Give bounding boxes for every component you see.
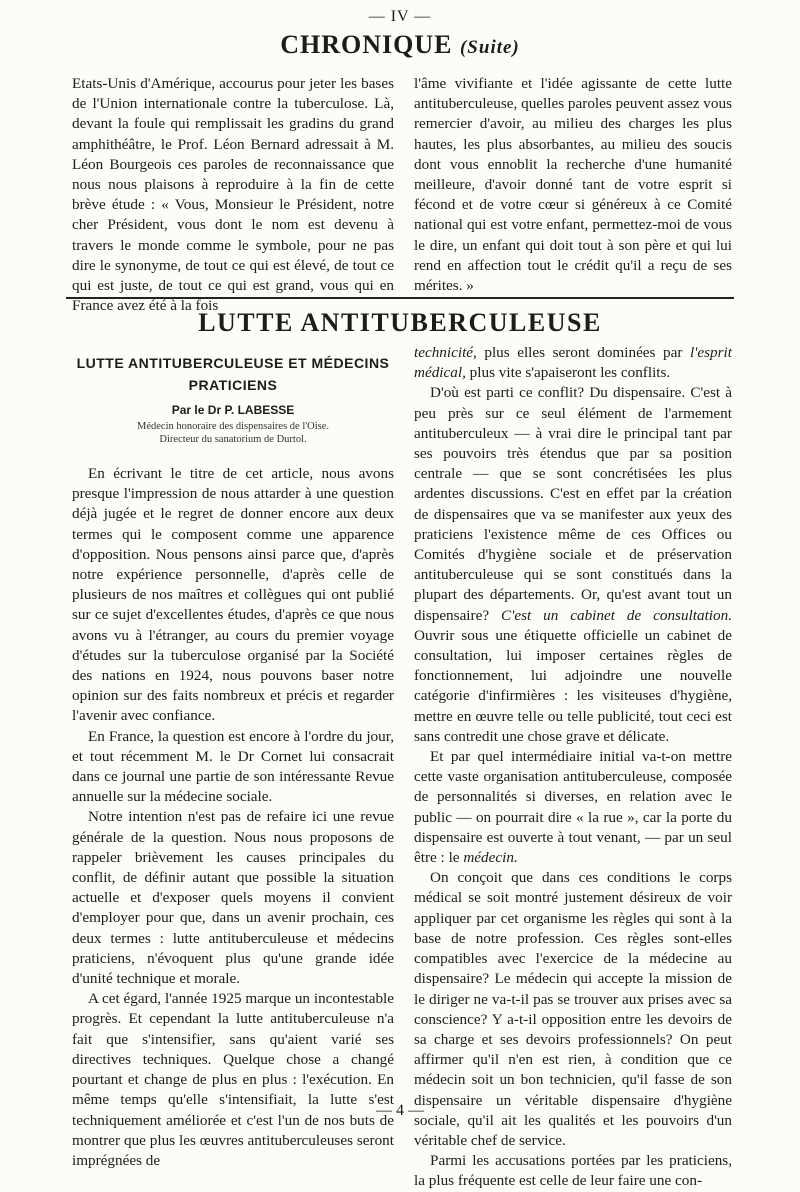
chronique-left-text: Etats-Unis d'Amérique, accourus pour jeter les bases de l'Union internationale contre la tuberculose. Là, devant la foule qui remplissait les gradins du grand amphithéâtre, le Prof. Léon Bernard adressait à M. Léon Bourgeois ces paroles de reconnaissance que nous nous plaisons à reproduire à la fin de cette brève étude : « Vous, Monsieur le Président, notre cher Président, vous dont le nom est devenu à travers le monde comme le symbole, pour ne pas dire le synonyme, de tout ce qui est élevé, de tout ce qui est juste, de tout ce qui est grand, vous qui en France avez été à la fois <box>72 75 394 315</box>
chronique-right-text: l'âme vivifiante et l'idée agissante de cette lutte antituberculeuse, quelles paroles peuvent assez vous remercier d'avoir, au milieu des charges les plus hautes, les plus absorbantes, au milieu des soucis dont vous ennoblit la recherche d'une humanité meilleure, d'avoir donné tant de votre esprit si fécond et de votre cœur si généreux à ce Comité national qui est votre enfant, permettez-moi de vous le dire, un enfant qui doit tout à son père et qui lui rend en affection tout le crédit qu'il a reçu de ses mérites. » <box>414 75 732 295</box>
italic-text: C'est un cabinet de consultation. <box>500 606 732 624</box>
article-left-column <box>72 464 394 1171</box>
article-paragraph: Notre intention n'est pas de refaire ici une revue générale de la question. Nous nous proposons de rappeler brièvement les causes principales du conflit, de définir autant que possible la situation actuelle et d'exposer quels moyens il convient d'employer pour que, dans un avenir prochain, ces deux termes : lutte antituberculeuse et médecins praticiens, n'évoquent plus qu'une grande idée d'unité technique et morale. <box>72 808 394 988</box>
paragraph-text: plus vite s'apaiseront les conflits. <box>465 364 671 382</box>
chronique-title: CHRONIQUE <box>280 30 453 59</box>
article-paragraph: En écrivant le titre de cet article, nous avons presque l'impression de nous attarder à une question déjà jugée et le regret de donner encore aux deux termes qui le composent comme une apparence d'opposition. Nous pensons ainsi parce que, d'après notre expérience personnelle, d'après celle de plusieurs de nos maîtres et collègues qui ont publié sur ce sujet d'excellentes études, d'après ce que nous avons vu à l'étranger, au cours du premier voyage d'études sur la tuberculose organisé par la Société des nations en 1924, nous pouvons baser notre opinion sur des faits nombreux et précis et regarder l'avenir avec confiance. <box>72 465 394 725</box>
page-header-roman-numeral: — IV — <box>368 8 432 25</box>
article-paragraph <box>414 383 732 747</box>
italic-text: technicité, <box>414 344 477 361</box>
affiliation-line-1: Médecin honoraire des dispensaires de l'Oise. <box>137 421 329 432</box>
article-paragraph: En France, la question est encore à l'ordre du jour, et tout récemment M. le Dr Cornet lui consacrait dans ce journal une partie de son intéressante Revue annuelle sur la médecine sociale. <box>72 727 394 806</box>
author-affiliation <box>72 420 394 446</box>
article-title: LUTTE ANTITUBERCULEUSE ET MÉDECINS PRATICIENS <box>76 355 390 393</box>
article-paragraph: A cet égard, l'année 1925 marque un incontestable progrès. Et cependant la lutte antituberculeuse n'a fait que s'intensifier, sans qu'aient varié ses directives techniques. Quelque chose a changé pourtant et change de plus en plus : l'exécution. En même temps qu'elle s'intensifiait, la lutte s'est techniquement améliorée et c'est l'un de nos buts de montrer que plus les œuvres antituberculeuses seront imprégnées de <box>72 990 394 1169</box>
chronique-heading <box>0 30 800 60</box>
affiliation-line-2: Directeur du sanatorium de Durtol. <box>159 434 307 445</box>
page-number: — 4 — <box>376 1102 424 1119</box>
article-paragraph <box>414 343 732 383</box>
chronique-left-column <box>72 74 394 316</box>
paragraph-text: Et par quel intermédiaire initial va-t-on mettre cette vaste organisation antituberculeuse, composée de personnalités si diverses, en relation avec le public — on pourrait dire « la rue », car la porte du dispensaire est ouverte à tout venant, — par un seul être : le <box>414 748 732 867</box>
article-right-column <box>414 343 732 1192</box>
section-title: LUTTE ANTITUBERCULEUSE <box>198 308 602 337</box>
italic-text: médecin. <box>463 849 518 867</box>
article-paragraph: Parmi les accusations portées par les praticiens, la plus fréquente est celle de leur faire une con- <box>414 1152 732 1190</box>
article-paragraph: On conçoit que dans ces conditions le corps médical se soit montré justement désireux de voir appliquer par cet organisme les règles qui sont à la base de notre profession. Ces règles sont-elles compatibles avec l'exercice de la médecine au dispensaire? Le médecin qui accepte la mission de le diriger ne va-t-il pas se trouver aux prises avec sa conscience? Y a-t-il opposition entre les devoirs de sa charge et ses devoirs professionnels? On peut affirmer qu'il n'en est rien, à condition que ce médecin soit un bon technicien, qu'il fasse de son dispensaire un véritable dispensaire d'hygiène sociale, qu'il ait les qualités et les pouvoirs d'un véritable chef de service. <box>414 869 732 1149</box>
article-byline: Par le Dr P. LABESSE <box>171 403 295 417</box>
article-paragraph <box>414 747 732 868</box>
section-divider <box>66 297 734 299</box>
paragraph-text: Ouvrir sous une étiquette officielle un cabinet de consultation, lui imposer certaines règles de fonctionnement, lui adjoindre une nouvelle catégorie d'infirmières : les visiteuses d'hygiène, mettre en œuvre telle ou telle publicité, tout ceci est sans contredit une chose grave et délicate. <box>414 626 732 745</box>
paragraph-text: D'où est parti ce conflit? Du dispensaire. C'est à peu près sur ce seul élément de l'armement antituberculeux — à vrai dire le principal tant par ses pouvoirs très étendus que par sa position centrale — que se sont concrétisées les plus ardentes discussions. C'est en effet par la création de dispensaires que va se manifester aux yeux des praticiens l'existence même de ces Offices ou Comités d'hygiène sociale et de préservation antituberculeuse qui se sont constitués dans la plupart des départements. Or, qu'est avant tout un dispensaire? <box>414 384 732 624</box>
paragraph-text: plus elles seront dominées par <box>476 344 690 361</box>
chronique-suite: (Suite) <box>459 37 520 58</box>
chronique-right-column <box>414 74 732 296</box>
italic-text: l'esprit médical, <box>414 344 732 382</box>
